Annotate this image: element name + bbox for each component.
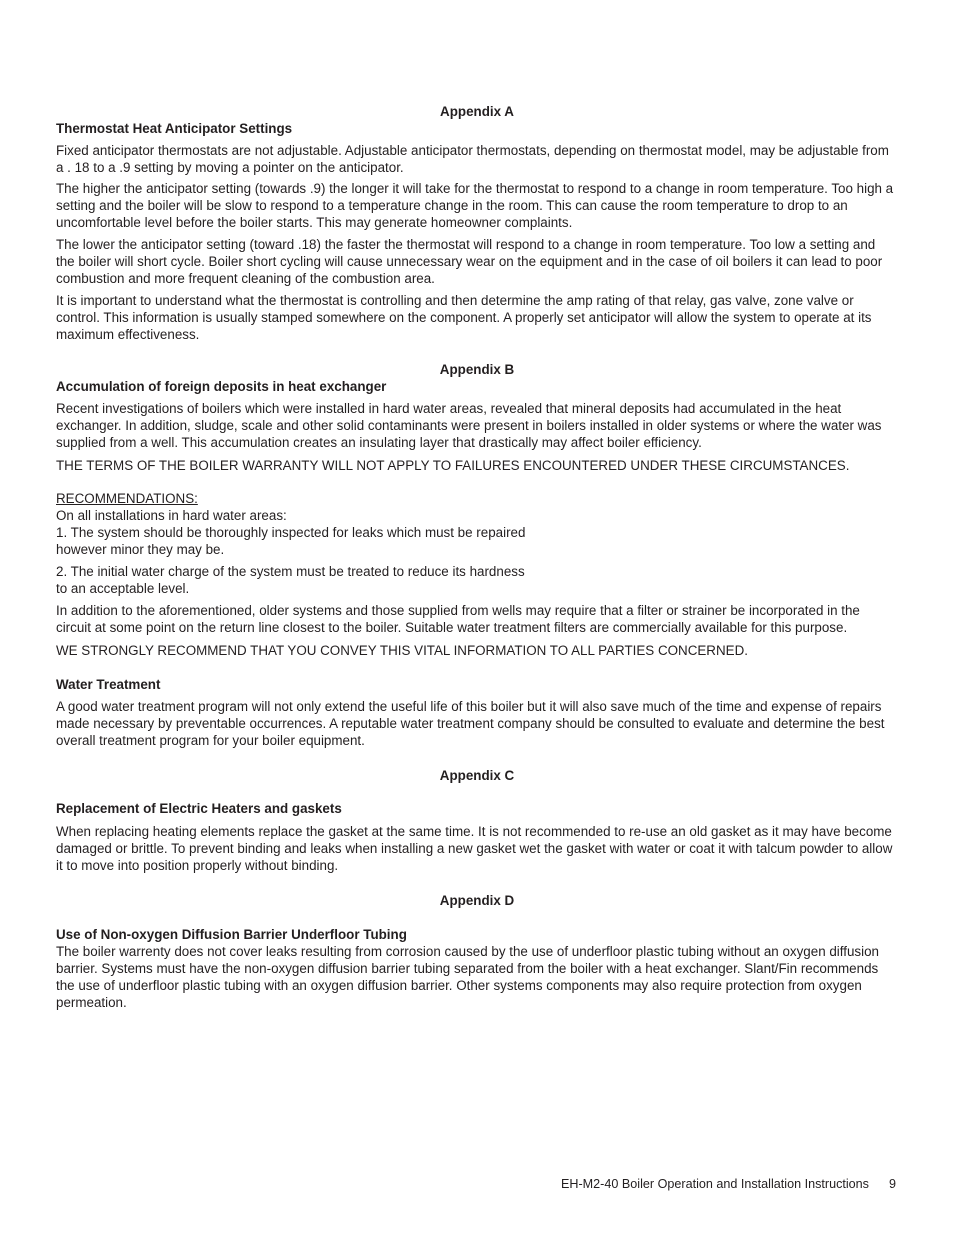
recommendations-intro: On all installations in hard water areas: [56,508,287,523]
electric-heaters-heading: Replacement of Electric Heaters and gaskets [56,801,342,816]
electric-heaters-paragraph: When replacing heating elements replace the gasket at the same time. It is not recommended to re-use an old gasket as it may have become damaged or brittle. To prevent binding and leaks when installing a new gasket wet the gasket with water or coat it with talcum powder to allow it to move into position properly without binding. [56,824,893,873]
anticipator-paragraph-4: It is important to understand what the thermostat is controlling and then determine the amp rating of that relay, gas valve, zone valve or control. This information is usually stamped somewhere on the component. A properly set anticipator will allow the system to operate at its maximum effectiveness. [56,293,872,342]
underfloor-tubing-paragraph: The boiler warrenty does not cover leaks resulting from corrosion caused by the use of underfloor plastic tubing without an oxygen diffusion barrier. Systems must have the non-oxygen diffusion barrier tubing separated from the boiler with a heat exchanger. Slant/Fin recommends the use of underfloor plastic tubing with an oxygen diffusion barrier. Other systems components may also require protection from oxygen permeation. [56,944,879,1010]
deposits-paragraph: Recent investigations of boilers which were installed in hard water areas, revealed that mineral deposits had accumulated in the heat exchanger. In addition, sludge, scale and other solid contaminants were present in boilers installed in older systems or where the water was supplied from a well. This accumulation creates an insulating layer that drastically may affect boiler efficiency. [56,401,882,450]
water-treatment-paragraph: A good water treatment program will not only extend the useful life of this boiler but it will also save much of the time and expense of repairs made necessary by preventable occurrences. A reputable water treatment company should be consulted to evaluate and determine the best overall treatment program for your boiler equipment. [56,699,885,748]
thermostat-heading: Thermostat Heat Anticipator Settings [56,121,293,136]
recommendation-item-2-line-1: 2. The initial water charge of the system must be treated to reduce its hardness [56,564,525,579]
appendix-d-title: Appendix D [439,893,515,908]
water-treatment-section [56,676,896,749]
page-number: 9 [888,1177,896,1191]
water-treatment-heading: Water Treatment [56,677,161,692]
underfloor-tubing-heading: Use of Non-oxygen Diffusion Barrier Underfloor Tubing [56,927,407,942]
appendix-b-title: Appendix B [439,362,515,377]
appendix-c-title: Appendix C [439,768,515,783]
recommendation-item-1 [56,524,896,558]
recommendation-item-2-line-2: to an acceptable level. [56,581,190,596]
document-page [56,103,896,1011]
appendix-a-title: Appendix A [440,104,514,119]
strong-recommendation: WE STRONGLY RECOMMEND THAT YOU CONVEY THIS VITAL INFORMATION TO ALL PARTIES CONCERNED. [56,643,748,658]
anticipator-paragraph-2: The higher the anticipator setting (towards .9) the longer it will take for the thermostat to respond to a change in room temperature. Too high a setting and the boiler will be slow to respond to a temperature change in the room. This can cause the room temperature to drop to an uncomfortable level before the boiler starts. This may generate homeowner complaints. [56,181,894,230]
anticipator-paragraph-1: Fixed anticipator thermostats are not adjustable. Adjustable anticipator thermostats, depending on thermostat model, may be adjustable from a . 18 to a .9 setting by moving a pointer on the anticipator. [56,143,889,175]
page-footer [0,1176,896,1193]
recommendation-item-1-line-1: 1. The system should be thoroughly inspected for leaks which must be repaired [56,525,526,540]
anticipator-paragraph-3: The lower the anticipator setting (toward .18) the faster the thermostat will respond to a change in room temperature. Too low a setting and the boiler will short cycle. Boiler short cycling will cause unnecessary wear on the equipment and in the case of oil boilers it can lead to poor combustion and more frequent cleaning of the combustion area. [56,237,883,286]
filter-paragraph: In addition to the aforementioned, older systems and those supplied from wells may require that a filter or strainer be incorporated in the circuit at some point on the return line closest to the boiler. Suitable water treatment filters are commercially available for this purpose. [56,603,860,635]
deposits-heading: Accumulation of foreign deposits in heat exchanger [56,379,387,394]
recommendations-label: RECOMMENDATIONS: [56,491,198,506]
appendix-c-section [56,767,896,874]
recommendation-item-2 [56,563,896,597]
warranty-notice: THE TERMS OF THE BOILER WARRANTY WILL NOT APPLY TO FAILURES ENCOUNTERED UNDER THESE CIRCUMSTANCES. [56,458,850,473]
recommendation-item-1-line-2: however minor they may be. [56,542,225,557]
appendix-b-section [56,361,896,659]
appendix-d-section [56,892,896,1011]
footer-document-title: EH-M2-40 Boiler Operation and Installation Instructions [560,1177,869,1191]
appendix-a-section [56,103,896,343]
